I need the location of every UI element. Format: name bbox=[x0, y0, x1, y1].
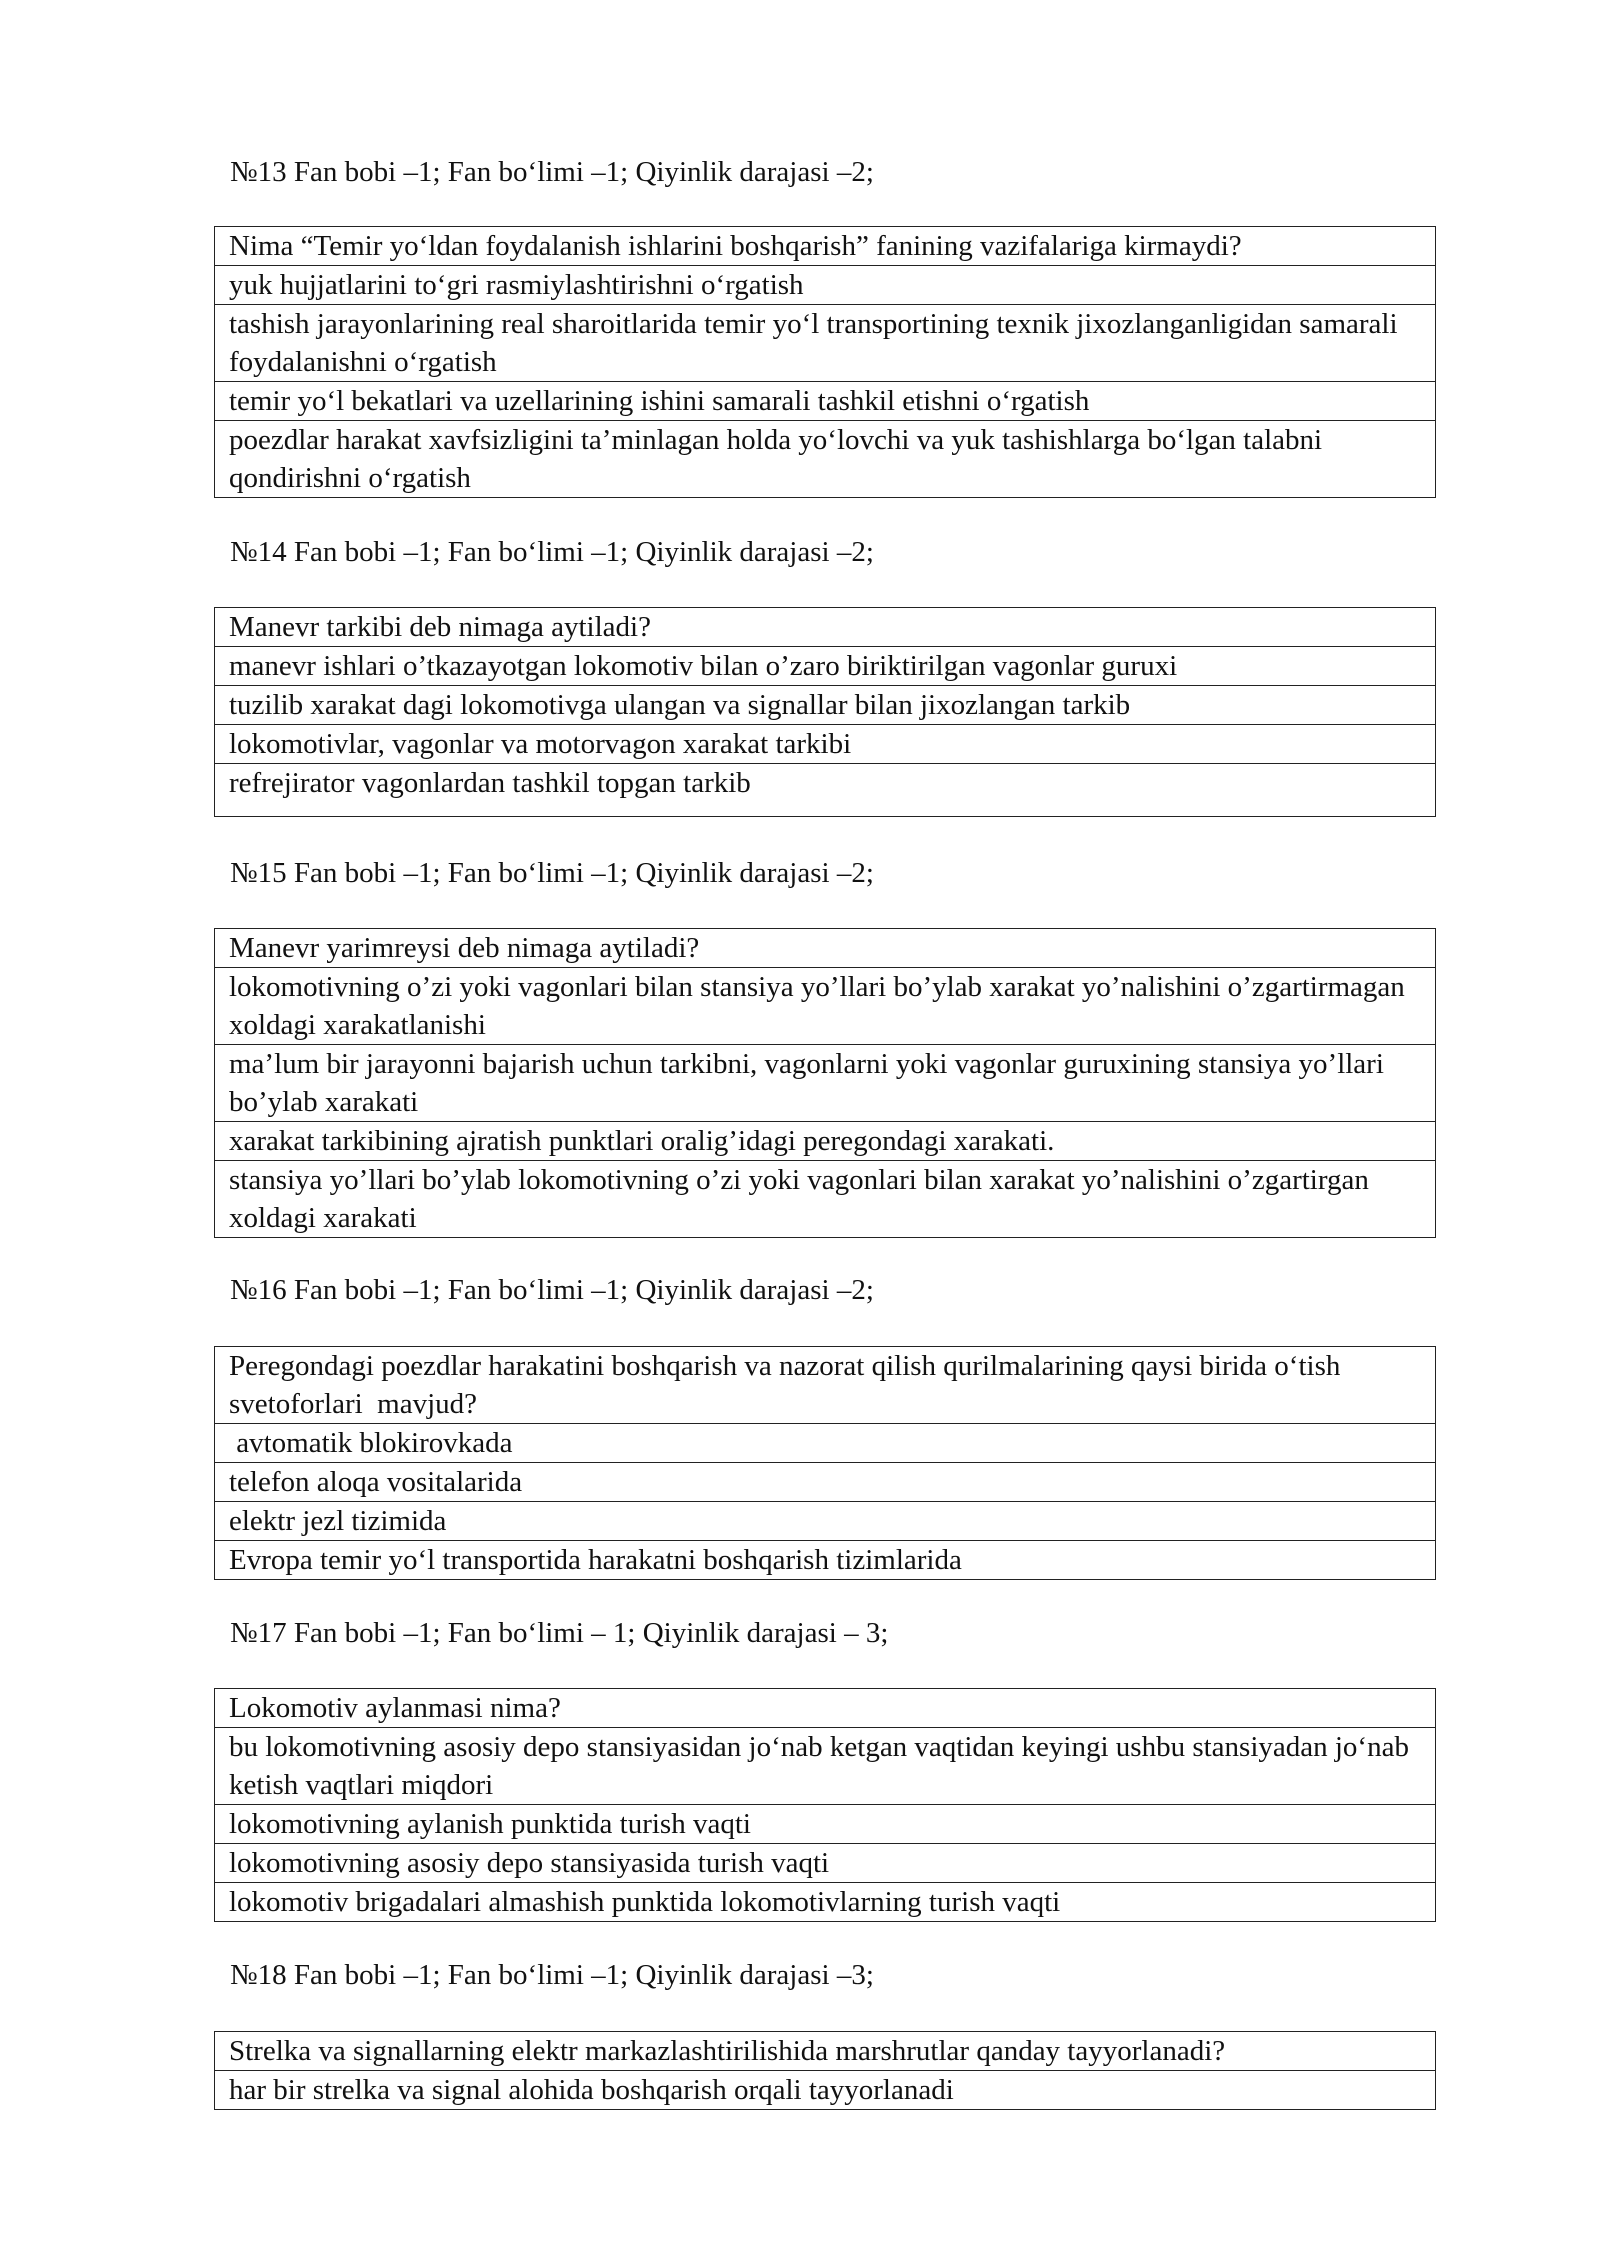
answer-text: telefon aloqa vositalarida bbox=[215, 1463, 1436, 1502]
answer-text: manevr ishlari o’tkazayotgan lokomotiv bilan o’zaro biriktirilgan vagonlar guruxi bbox=[215, 647, 1436, 686]
question-text: Manevr tarkibi deb nimaga aytiladi? bbox=[215, 608, 1436, 647]
question-text: Nima “Temir yo‘ldan foydalanish ishlarini boshqarish” fanining vazifalariga kirmaydi? bbox=[215, 227, 1436, 266]
answer-text: lokomotiv brigadalari almashish punktida lokomotivlarning turish vaqti bbox=[215, 1883, 1436, 1922]
answer-row bbox=[215, 421, 1436, 498]
answer-row bbox=[215, 1502, 1436, 1541]
answer-row bbox=[215, 1728, 1436, 1805]
answer-row bbox=[215, 1883, 1436, 1922]
answer-text: elektr jezl tizimida bbox=[215, 1502, 1436, 1541]
answer-row bbox=[215, 1045, 1436, 1122]
answer-row bbox=[215, 725, 1436, 764]
question-header-17: №17 Fan bobi –1; Fan bo‘limi – 1; Qiyinlik darajasi – 3; bbox=[230, 1617, 889, 1649]
answer-text: refrejirator vagonlardan tashkil topgan tarkib bbox=[215, 764, 1436, 817]
answer-text: lokomotivlar, vagonlar va motorvagon xarakat tarkibi bbox=[215, 725, 1436, 764]
answer-row bbox=[215, 1844, 1436, 1883]
answer-text: ma’lum bir jarayonni bajarish uchun tarkibni, vagonlarni yoki vagonlar guruxining stansiya yo’llari bo’ylab xarakati bbox=[215, 1045, 1436, 1122]
question-table-17 bbox=[214, 1688, 1436, 1922]
answer-row bbox=[215, 1161, 1436, 1238]
answer-text: yuk hujjatlarini to‘gri rasmiylashtirishni o‘rgatish bbox=[215, 266, 1436, 305]
question-header-15: №15 Fan bobi –1; Fan bo‘limi –1; Qiyinlik darajasi –2; bbox=[230, 857, 874, 889]
answer-row bbox=[215, 1122, 1436, 1161]
question-table-13 bbox=[214, 226, 1436, 498]
question-row bbox=[215, 1689, 1436, 1728]
question-header-14: №14 Fan bobi –1; Fan bo‘limi –1; Qiyinlik darajasi –2; bbox=[230, 536, 874, 568]
answer-row bbox=[215, 764, 1436, 817]
answer-row bbox=[215, 2071, 1436, 2110]
question-table-14 bbox=[214, 607, 1436, 817]
question-row bbox=[215, 608, 1436, 647]
question-header-18: №18 Fan bobi –1; Fan bo‘limi –1; Qiyinlik darajasi –3; bbox=[230, 1959, 874, 1991]
answer-text: bu lokomotivning asosiy depo stansiyasidan jo‘nab ketgan vaqtidan keyingi ushbu stansiyadan jo‘nab ketish vaqtlari miqdori bbox=[215, 1728, 1436, 1805]
question-header-13: №13 Fan bobi –1; Fan bo‘limi –1; Qiyinlik darajasi –2; bbox=[230, 156, 874, 188]
question-text: Strelka va signallarning elektr markazlashtirilishida marshrutlar qanday tayyorlanadi? bbox=[215, 2032, 1436, 2071]
answer-text: stansiya yo’llari bo’ylab lokomotivning o’zi yoki vagonlari bilan xarakat yo’nalishini o’zgartirgan xoldagi xarakati bbox=[215, 1161, 1436, 1238]
answer-text: Evropa temir yo‘l transportida harakatni boshqarish tizimlarida bbox=[215, 1541, 1436, 1580]
answer-row bbox=[215, 686, 1436, 725]
question-row bbox=[215, 929, 1436, 968]
answer-text: xarakat tarkibining ajratish punktlari oralig’idagi peregondagi xarakati. bbox=[215, 1122, 1436, 1161]
answer-text: tashish jarayonlarining real sharoitlarida temir yo‘l transportining texnik jixozlanganligidan samarali foydalanishni o‘rgatish bbox=[215, 305, 1436, 382]
answer-row bbox=[215, 382, 1436, 421]
question-text: Peregondagi poezdlar harakatini boshqarish va nazorat qilish qurilmalarining qaysi birida o‘tish svetoforlari mavjud? bbox=[215, 1347, 1436, 1424]
answer-text: har bir strelka va signal alohida boshqarish orqali tayyorlanadi bbox=[215, 2071, 1436, 2110]
answer-row bbox=[215, 266, 1436, 305]
answer-row bbox=[215, 1463, 1436, 1502]
answer-row bbox=[215, 305, 1436, 382]
answer-text: poezdlar harakat xavfsizligini ta’minlagan holda yo‘lovchi va yuk tashishlarga bo‘lgan talabni qondirishni o‘rgatish bbox=[215, 421, 1436, 498]
answer-text: lokomotivning aylanish punktida turish vaqti bbox=[215, 1805, 1436, 1844]
answer-row bbox=[215, 968, 1436, 1045]
answer-row bbox=[215, 1424, 1436, 1463]
answer-text: lokomotivning o’zi yoki vagonlari bilan stansiya yo’llari bo’ylab xarakat yo’nalishini o’zgartirmagan xoldagi xarakatlanishi bbox=[215, 968, 1436, 1045]
answer-text: tuzilib xarakat dagi lokomotivga ulangan va signallar bilan jixozlangan tarkib bbox=[215, 686, 1436, 725]
question-text: Manevr yarimreysi deb nimaga aytiladi? bbox=[215, 929, 1436, 968]
answer-row bbox=[215, 647, 1436, 686]
question-table-16 bbox=[214, 1346, 1436, 1580]
answer-text: avtomatik blokirovkada bbox=[215, 1424, 1436, 1463]
question-text: Lokomotiv aylanmasi nima? bbox=[215, 1689, 1436, 1728]
answer-text: lokomotivning asosiy depo stansiyasida turish vaqti bbox=[215, 1844, 1436, 1883]
answer-text: temir yo‘l bekatlari va uzellarining ishini samarali tashkil etishni o‘rgatish bbox=[215, 382, 1436, 421]
question-table-15 bbox=[214, 928, 1436, 1238]
question-header-16: №16 Fan bobi –1; Fan bo‘limi –1; Qiyinlik darajasi –2; bbox=[230, 1274, 874, 1306]
answer-row bbox=[215, 1805, 1436, 1844]
question-table-18 bbox=[214, 2031, 1436, 2110]
question-row bbox=[215, 1347, 1436, 1424]
question-row bbox=[215, 2032, 1436, 2071]
question-row bbox=[215, 227, 1436, 266]
answer-row bbox=[215, 1541, 1436, 1580]
